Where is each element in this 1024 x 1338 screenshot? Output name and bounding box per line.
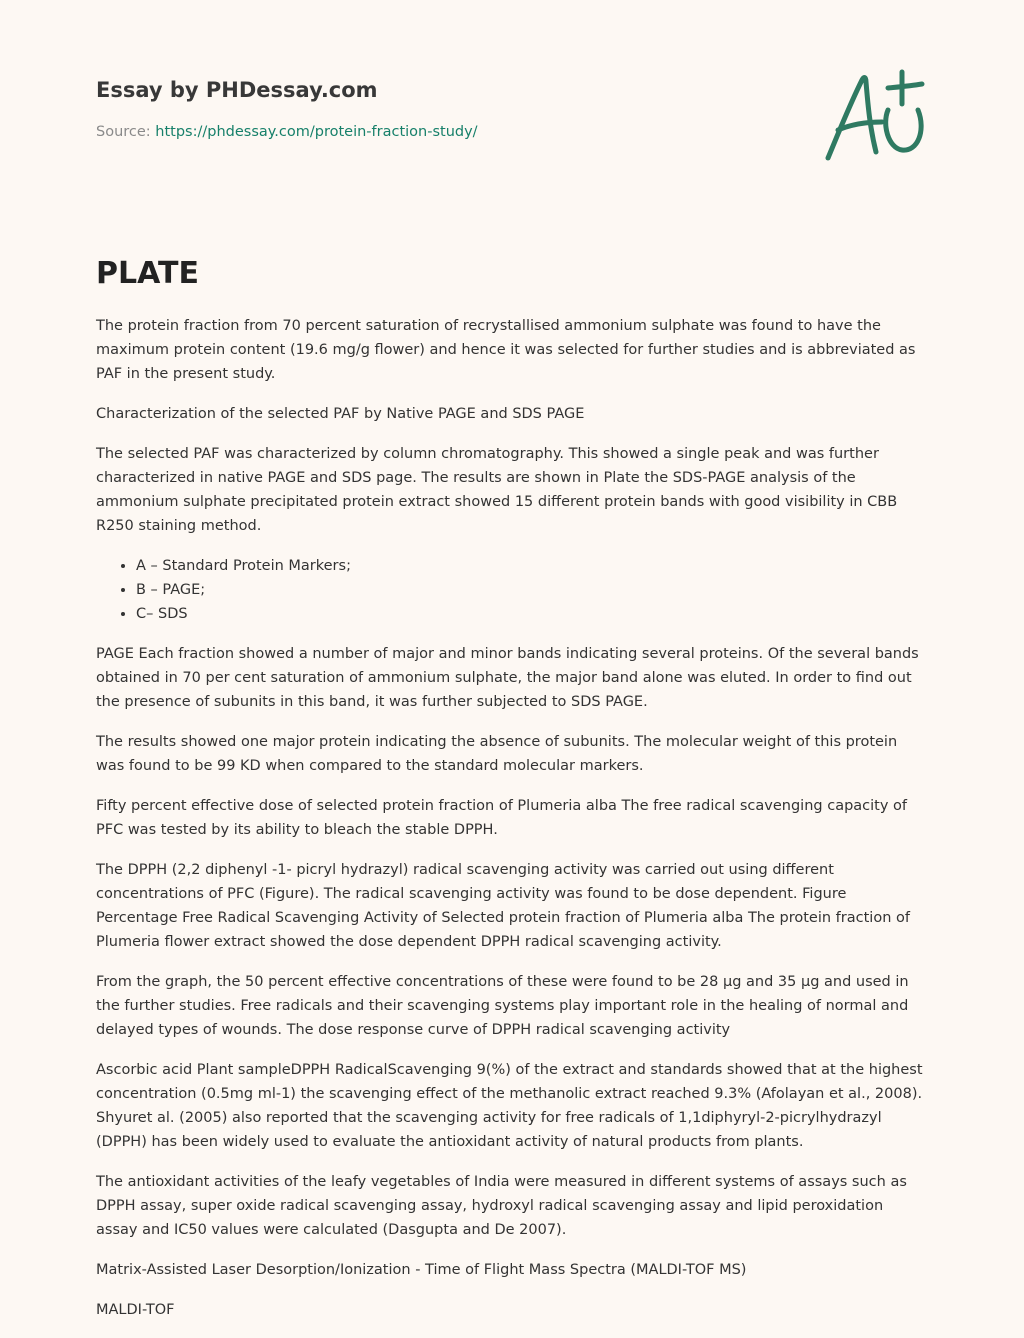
paragraph: Fifty percent effective dose of selected protein fraction of Plumeria alba The free radical scavenging capacity of PFC was tested by its ability to bleach the stable DPPH. <box>96 798 908 838</box>
paragraph: From the graph, the 50 percent effective concentrations of these were found to be 28 µg and 35 µg and used in the further studies. Free radicals and their scavenging systems play important role in the healing of normal and delayed types of wounds. The dose response curve of DPPH radical scavenging activity <box>96 974 909 1038</box>
plate-legend-list <box>96 554 926 626</box>
source-line <box>96 122 736 142</box>
paragraph: The selected PAF was characterized by column chromatography. This showed a single peak and was further characterized in native PAGE and SDS page. The results are shown in Plate the SDS-PAGE analysis of the ammonium sulphate precipitated protein extract showed 15 different protein bands with good visibility in CBB R250 staining method. <box>96 446 898 534</box>
article-body-top <box>96 314 926 538</box>
paragraph: Characterization of the selected PAF by Native PAGE and SDS PAGE <box>96 406 585 422</box>
paragraph: The results showed one major protein indicating the absence of subunits. The molecular weight of this protein was found to be 99 KD when compared to the standard molecular markers. <box>96 734 898 774</box>
a-plus-logo-icon <box>818 66 930 166</box>
paragraph: PAGE Each fraction showed a number of major and minor bands indicating several proteins. Of the several bands obtained in 70 per cent saturation of ammonium sulphate, the major band alone was eluted. In order to find out the presence of subunits in this band, it was further subjected to SDS PAGE. <box>96 646 919 710</box>
article-body-bottom <box>96 642 926 1322</box>
article <box>96 254 926 1338</box>
paragraph: MALDI-TOF <box>96 1302 175 1318</box>
list-item: • A – Standard Protein Markers; <box>136 554 926 578</box>
source-link[interactable]: https://phdessay.com/protein-fraction-study/ <box>155 124 478 140</box>
paragraph: The protein fraction from 70 percent saturation of recrystallised ammonium sulphate was found to have the maximum protein content (19.6 mg/g flower) and hence it was selected for further studies and is abbreviated as PAF in the present study. <box>96 318 916 382</box>
paragraph: The antioxidant activities of the leafy vegetables of India were measured in different systems of assays such as DPPH assay, super oxide radical scavenging assay, hydroxyl radical scavenging assay and lipid peroxidation assay and IC50 values were calculated (Dasgupta and De 2007). <box>96 1174 907 1238</box>
paragraph: Matrix-Assisted Laser Desorption/Ionization - Time of Flight Mass Spectra (MALDI-TOF MS) <box>96 1262 747 1278</box>
list-item: • C– SDS <box>136 602 926 626</box>
paragraph: Ascorbic acid Plant sampleDPPH RadicalScavenging 9(%) of the extract and standards showed that at the highest concentration (0.5mg ml-1) the scavenging effect of the methanolic extract reached 9.3% (Afolayan et al., 2008). Shyuret al. (2005) also reported that the scavenging activity for free radicals of 1,1diphyryl-2-picrylhydrazyl (DPPH) has been widely used to evaluate the antioxidant activity of natural products from plants. <box>96 1062 923 1150</box>
a-plus-logo <box>818 66 930 166</box>
article-title: PLATE <box>96 256 199 291</box>
page-header <box>96 74 736 142</box>
source-label: Source: <box>96 124 151 140</box>
paragraph: The DPPH (2,2 diphenyl -1- picryl hydrazyl) radical scavenging activity was carried out using different concentrations of PFC (Figure). The radical scavenging activity was found to be dose dependent. Figure Percentage Free Radical Scavenging Activity of Selected protein fraction of Plumeria alba The protein fraction of Plumeria flower extract showed the dose dependent DPPH radical scavenging activity. <box>96 862 910 950</box>
list-item: • B – PAGE; <box>136 578 926 602</box>
site-title: Essay by PHDessay.com <box>96 78 378 102</box>
